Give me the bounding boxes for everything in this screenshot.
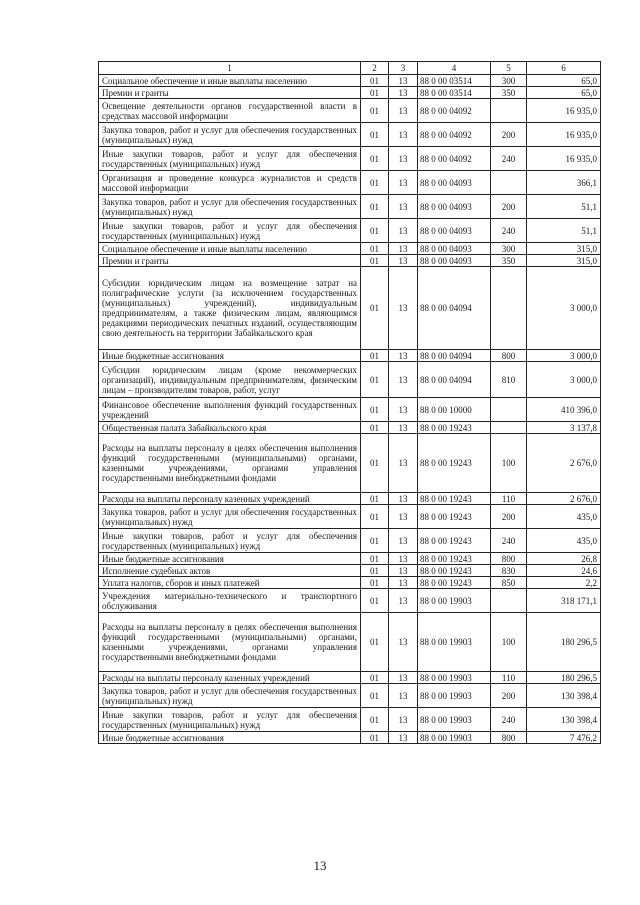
table-row	[99, 195, 601, 219]
row-name: Освещение деятельности органов государственной власти в средствах массовой информации	[99, 99, 361, 123]
row-amount: 16 935,0	[527, 123, 601, 147]
table-row	[99, 267, 601, 350]
row-expense-type: 800	[491, 350, 527, 362]
row-target-code: 88 0 00 04093	[418, 171, 491, 195]
row-amount: 24,6	[527, 565, 601, 577]
row-amount: 51,1	[527, 195, 601, 219]
row-target-code: 88 0 00 19243	[418, 434, 491, 493]
row-expense-type: 200	[491, 684, 527, 708]
row-subsection: 13	[389, 505, 418, 529]
table-row	[99, 75, 601, 87]
row-amount: 435,0	[527, 505, 601, 529]
row-section: 01	[361, 398, 389, 422]
row-expense-type	[491, 422, 527, 434]
row-name: Иные бюджетные ассигнования	[99, 732, 361, 744]
row-subsection: 13	[389, 99, 418, 123]
row-subsection: 13	[389, 398, 418, 422]
row-expense-type: 200	[491, 505, 527, 529]
row-name: Расходы на выплаты персоналу в целях обеспечения выполнения функций государственными (муниципальными) органами, казенными учреждениями, органами управления государственными внебюджетными фондами	[99, 434, 361, 493]
row-section: 01	[361, 684, 389, 708]
row-amount: 318 171,1	[527, 589, 601, 613]
row-name: Закупка товаров, работ и услуг для обеспечения государственных (муниципальных) нужд	[99, 684, 361, 708]
row-section: 01	[361, 613, 389, 672]
row-section: 01	[361, 75, 389, 87]
row-amount: 3 000,0	[527, 362, 601, 398]
row-section: 01	[361, 219, 389, 243]
row-name: Иные закупки товаров, работ и услуг для обеспечения государственных (муниципальных) нужд	[99, 219, 361, 243]
row-name: Иные закупки товаров, работ и услуг для обеспечения государственных (муниципальных) нужд	[99, 147, 361, 171]
table-row	[99, 529, 601, 553]
table-row	[99, 565, 601, 577]
row-name: Иные закупки товаров, работ и услуг для обеспечения государственных (муниципальных) нужд	[99, 529, 361, 553]
row-target-code: 88 0 00 19243	[418, 553, 491, 565]
row-amount: 3 000,0	[527, 267, 601, 350]
row-target-code: 88 0 00 19243	[418, 529, 491, 553]
row-section: 01	[361, 87, 389, 99]
table-body	[99, 75, 601, 744]
row-subsection: 13	[389, 589, 418, 613]
row-name: Иные бюджетные ассигнования	[99, 350, 361, 362]
row-expense-type: 100	[491, 613, 527, 672]
row-name: Учреждения материально-технического и транспортного обслуживания	[99, 589, 361, 613]
row-amount: 3 000,0	[527, 350, 601, 362]
row-name: Расходы на выплаты персоналу казенных учреждений	[99, 672, 361, 684]
header-cell: 4	[418, 62, 491, 75]
row-target-code: 88 0 00 19243	[418, 422, 491, 434]
row-section: 01	[361, 493, 389, 505]
row-section: 01	[361, 195, 389, 219]
row-subsection: 13	[389, 708, 418, 732]
row-section: 01	[361, 577, 389, 589]
row-name: Премии и гранты	[99, 87, 361, 99]
row-subsection: 13	[389, 350, 418, 362]
header-cell: 5	[491, 62, 527, 75]
table-row	[99, 613, 601, 672]
row-section: 01	[361, 99, 389, 123]
row-subsection: 13	[389, 732, 418, 744]
row-expense-type	[491, 398, 527, 422]
row-name: Иные бюджетные ассигнования	[99, 553, 361, 565]
row-subsection: 13	[389, 362, 418, 398]
row-target-code: 88 0 00 04094	[418, 362, 491, 398]
row-subsection: 13	[389, 255, 418, 267]
row-amount: 3 137,8	[527, 422, 601, 434]
row-expense-type: 800	[491, 553, 527, 565]
row-amount: 65,0	[527, 87, 601, 99]
budget-table	[98, 61, 601, 744]
row-name: Уплата налогов, сборов и иных платежей	[99, 577, 361, 589]
row-expense-type: 300	[491, 75, 527, 87]
row-subsection: 13	[389, 529, 418, 553]
row-target-code: 88 0 00 04092	[418, 123, 491, 147]
row-expense-type: 240	[491, 708, 527, 732]
table-row	[99, 708, 601, 732]
row-subsection: 13	[389, 267, 418, 350]
row-target-code: 88 0 00 04094	[418, 350, 491, 362]
table-row	[99, 219, 601, 243]
row-name: Исполнение судебных актов	[99, 565, 361, 577]
row-name: Социальное обеспечение и иные выплаты населению	[99, 75, 361, 87]
row-section: 01	[361, 171, 389, 195]
row-amount: 315,0	[527, 255, 601, 267]
table-row	[99, 732, 601, 744]
row-amount: 180 296,5	[527, 613, 601, 672]
row-expense-type: 810	[491, 362, 527, 398]
row-section: 01	[361, 147, 389, 171]
row-subsection: 13	[389, 147, 418, 171]
page-number: 13	[313, 858, 327, 873]
table-row	[99, 87, 601, 99]
row-amount: 366,1	[527, 171, 601, 195]
row-section: 01	[361, 732, 389, 744]
row-name: Расходы на выплаты персоналу в целях обеспечения выполнения функций государственными (муниципальными) органами, казенными учреждениями, органами управления государственными внебюджетными фондами	[99, 613, 361, 672]
row-subsection: 13	[389, 672, 418, 684]
row-target-code: 88 0 00 19243	[418, 565, 491, 577]
row-name: Общественная палата Забайкальского края	[99, 422, 361, 434]
row-expense-type	[491, 267, 527, 350]
row-subsection: 13	[389, 434, 418, 493]
row-expense-type: 100	[491, 434, 527, 493]
row-name: Закупка товаров, работ и услуг для обеспечения государственных (муниципальных) нужд	[99, 505, 361, 529]
row-subsection: 13	[389, 493, 418, 505]
row-target-code: 88 0 00 19243	[418, 493, 491, 505]
row-section: 01	[361, 553, 389, 565]
row-name: Расходы на выплаты персоналу казенных учреждений	[99, 493, 361, 505]
row-expense-type: 350	[491, 255, 527, 267]
row-target-code: 88 0 00 19903	[418, 684, 491, 708]
row-target-code: 88 0 00 04093	[418, 243, 491, 255]
row-target-code: 88 0 00 03514	[418, 75, 491, 87]
row-target-code: 88 0 00 04092	[418, 99, 491, 123]
row-expense-type: 110	[491, 493, 527, 505]
row-expense-type: 800	[491, 732, 527, 744]
table-row	[99, 684, 601, 708]
row-target-code: 88 0 00 04093	[418, 195, 491, 219]
row-section: 01	[361, 255, 389, 267]
header-cell: 1	[99, 62, 361, 75]
table-row	[99, 422, 601, 434]
row-amount: 2 676,0	[527, 493, 601, 505]
row-subsection: 13	[389, 171, 418, 195]
row-name: Субсидии юридическим лицам (кроме некоммерческих организаций), индивидуальным предпринимателям, физическим лицам – производителям товаров, работ, услуг	[99, 362, 361, 398]
row-section: 01	[361, 267, 389, 350]
row-section: 01	[361, 434, 389, 493]
row-section: 01	[361, 565, 389, 577]
row-target-code: 88 0 00 19903	[418, 708, 491, 732]
row-section: 01	[361, 708, 389, 732]
row-subsection: 13	[389, 613, 418, 672]
row-expense-type: 300	[491, 243, 527, 255]
row-target-code: 88 0 00 04093	[418, 219, 491, 243]
table-row	[99, 577, 601, 589]
row-amount: 51,1	[527, 219, 601, 243]
row-target-code: 88 0 00 19903	[418, 732, 491, 744]
row-expense-type: 350	[491, 87, 527, 99]
header-cell: 3	[389, 62, 418, 75]
table-row	[99, 123, 601, 147]
row-amount: 130 398,4	[527, 708, 601, 732]
row-name: Премии и гранты	[99, 255, 361, 267]
row-expense-type: 850	[491, 577, 527, 589]
row-amount: 315,0	[527, 243, 601, 255]
table-row	[99, 171, 601, 195]
header-cell: 6	[527, 62, 601, 75]
row-subsection: 13	[389, 422, 418, 434]
row-subsection: 13	[389, 219, 418, 243]
row-expense-type	[491, 99, 527, 123]
table-row	[99, 398, 601, 422]
table-row	[99, 99, 601, 123]
row-name: Финансовое обеспечение выполнения функций государственных учреждений	[99, 398, 361, 422]
row-section: 01	[361, 362, 389, 398]
table-row	[99, 493, 601, 505]
row-target-code: 88 0 00 19243	[418, 505, 491, 529]
row-name: Закупка товаров, работ и услуг для обеспечения государственных (муниципальных) нужд	[99, 123, 361, 147]
row-amount: 2,2	[527, 577, 601, 589]
row-section: 01	[361, 672, 389, 684]
row-amount: 130 398,4	[527, 684, 601, 708]
row-amount: 7 476,2	[527, 732, 601, 744]
row-section: 01	[361, 350, 389, 362]
row-amount: 16 935,0	[527, 99, 601, 123]
row-subsection: 13	[389, 565, 418, 577]
row-subsection: 13	[389, 553, 418, 565]
row-amount: 435,0	[527, 529, 601, 553]
row-expense-type: 200	[491, 123, 527, 147]
row-target-code: 88 0 00 03514	[418, 87, 491, 99]
row-section: 01	[361, 243, 389, 255]
row-section: 01	[361, 589, 389, 613]
row-amount: 26,8	[527, 553, 601, 565]
row-target-code: 88 0 00 19903	[418, 672, 491, 684]
table-row	[99, 672, 601, 684]
row-expense-type: 830	[491, 565, 527, 577]
header-cell: 2	[361, 62, 389, 75]
row-section: 01	[361, 123, 389, 147]
table-row	[99, 350, 601, 362]
row-subsection: 13	[389, 87, 418, 99]
row-expense-type: 240	[491, 529, 527, 553]
row-amount: 410 396,0	[527, 398, 601, 422]
row-amount: 16 935,0	[527, 147, 601, 171]
table-row	[99, 362, 601, 398]
row-target-code: 88 0 00 04094	[418, 267, 491, 350]
table-row	[99, 589, 601, 613]
row-subsection: 13	[389, 577, 418, 589]
row-subsection: 13	[389, 684, 418, 708]
table-row	[99, 505, 601, 529]
row-subsection: 13	[389, 195, 418, 219]
row-name: Иные закупки товаров, работ и услуг для обеспечения государственных (муниципальных) нужд	[99, 708, 361, 732]
row-target-code: 88 0 00 19903	[418, 613, 491, 672]
row-amount: 65,0	[527, 75, 601, 87]
table-header-row	[99, 62, 601, 75]
row-amount: 180 296,5	[527, 672, 601, 684]
row-target-code: 88 0 00 04092	[418, 147, 491, 171]
row-section: 01	[361, 505, 389, 529]
row-expense-type	[491, 171, 527, 195]
row-subsection: 13	[389, 75, 418, 87]
row-target-code: 88 0 00 19243	[418, 577, 491, 589]
row-expense-type: 110	[491, 672, 527, 684]
row-subsection: 13	[389, 123, 418, 147]
row-name: Субсидии юридическим лицам на возмещение затрат на полиграфические услуги (за исключением государственных (муниципальных) учреждений), индивидуальным предпринимателям, а также физическим лицам, являющимся редакциями периодических печатных изданий, осуществляющим свою деятельность на территории Забайкальского края	[99, 267, 361, 350]
row-expense-type: 200	[491, 195, 527, 219]
row-target-code: 88 0 00 19903	[418, 589, 491, 613]
row-target-code: 88 0 00 04093	[418, 255, 491, 267]
row-section: 01	[361, 529, 389, 553]
row-subsection: 13	[389, 243, 418, 255]
row-name: Социальное обеспечение и иные выплаты населению	[99, 243, 361, 255]
row-name: Закупка товаров, работ и услуг для обеспечения государственных (муниципальных) нужд	[99, 195, 361, 219]
row-name: Организация и проведение конкурса журналистов и средств массовой информации	[99, 171, 361, 195]
row-target-code: 88 0 00 10000	[418, 398, 491, 422]
row-amount: 2 676,0	[527, 434, 601, 493]
table-row	[99, 434, 601, 493]
row-expense-type	[491, 589, 527, 613]
row-expense-type: 240	[491, 219, 527, 243]
table-row	[99, 243, 601, 255]
table-row	[99, 147, 601, 171]
table-row	[99, 255, 601, 267]
table-row	[99, 553, 601, 565]
row-section: 01	[361, 422, 389, 434]
row-expense-type: 240	[491, 147, 527, 171]
